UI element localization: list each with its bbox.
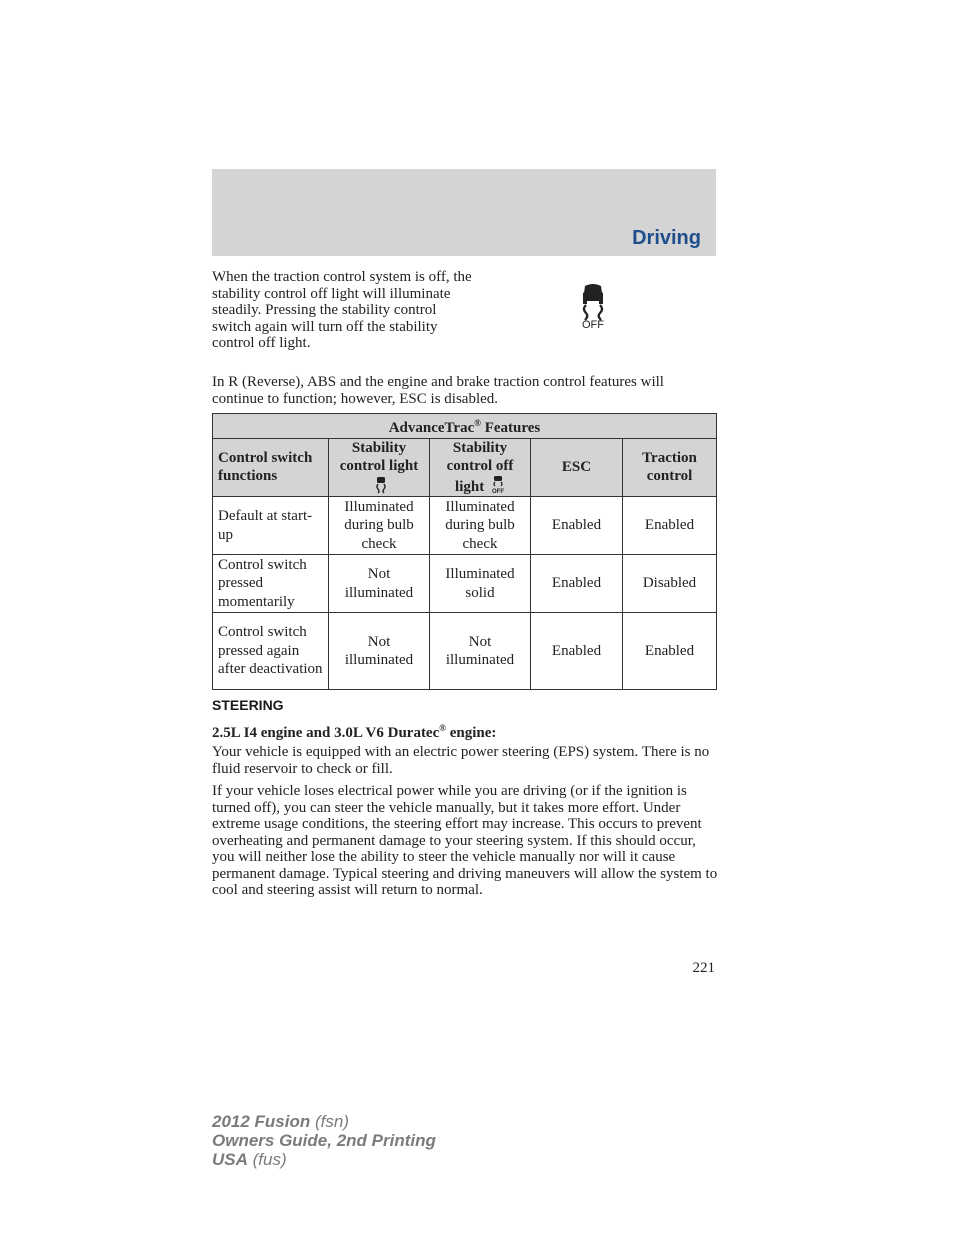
table-cell: Illuminated solid (430, 555, 531, 613)
table-title: AdvanceTrac® Features (213, 414, 717, 439)
table-cell: Enabled (531, 497, 623, 555)
table-cell: Not illuminated (430, 613, 531, 690)
table-cell: Illuminated during bulb check (430, 497, 531, 555)
table-row (213, 613, 717, 690)
table-cell: Disabled (623, 555, 717, 613)
header-control-switch: Control switch functions (213, 438, 329, 497)
header-traction-control: Traction control (623, 438, 717, 497)
table-cell: Default at start-up (213, 497, 329, 555)
reverse-paragraph: In R (Reverse), ABS and the engine and brake traction control features will continue to function; however, ESC is disabled. (212, 374, 664, 407)
header-stability-off-light: Stability control off light OFF (430, 438, 531, 497)
table-cell: Not illuminated (329, 555, 430, 613)
stability-off-light-icon (491, 476, 505, 494)
table-cell: Control switch pressed again after deactivation (213, 613, 329, 690)
table-header-row (213, 438, 717, 497)
table-cell: Not illuminated (329, 613, 430, 690)
header-stability-light: Stability control light (329, 438, 430, 497)
engine-subheading: 2.5L I4 engine and 3.0L V6 Duratec® engine: (212, 723, 497, 741)
table-row (213, 555, 717, 613)
stability-control-off-icon (576, 281, 610, 333)
power-loss-paragraph: If your vehicle loses electrical power while you are driving (or if the ignition is turned off), you can steer the vehicle manually, but it takes more effort. Under extreme usage conditions, the steering effort may increase. This occurs to prevent overheating and permanent damage to your steering system. If this should occur, you will neither lose the ability to steer the vehicle manually nor will it cause permanent damage. Typical steering and driving maneuvers will allow the system to cool and steering assist will return to normal. (212, 783, 718, 898)
page-number: 221 (692, 960, 715, 976)
steering-heading: STEERING (212, 697, 284, 713)
table-cell: Illuminated during bulb check (329, 497, 430, 555)
table-title-row (213, 414, 717, 439)
table-cell: Control switch pressed momentarily (213, 555, 329, 613)
intro-paragraph: When the traction control system is off, the stability control off light will illuminate steadily. Pressing the stability control switch again will turn off the stability control off light. (212, 269, 472, 351)
section-header-band (212, 169, 716, 256)
eps-paragraph: Your vehicle is equipped with an electric power steering (EPS) system. There is no fluid reservoir to check or fill. (212, 744, 710, 777)
table-cell: Enabled (623, 613, 717, 690)
table-cell: Enabled (531, 613, 623, 690)
section-title: Driving (632, 227, 701, 249)
off-label: OFF (582, 319, 604, 331)
advancetrac-features-table (212, 413, 717, 690)
table-cell: Enabled (623, 497, 717, 555)
svg-text:OFF: OFF (491, 488, 504, 494)
header-esc: ESC (531, 438, 623, 497)
table-row (213, 497, 717, 555)
table-cell: Enabled (531, 555, 623, 613)
stability-light-icon (375, 476, 387, 494)
footer-imprint: 2012 Fusion (fsn) Owners Guide, 2nd Printing USA (fus) (212, 1112, 436, 1169)
